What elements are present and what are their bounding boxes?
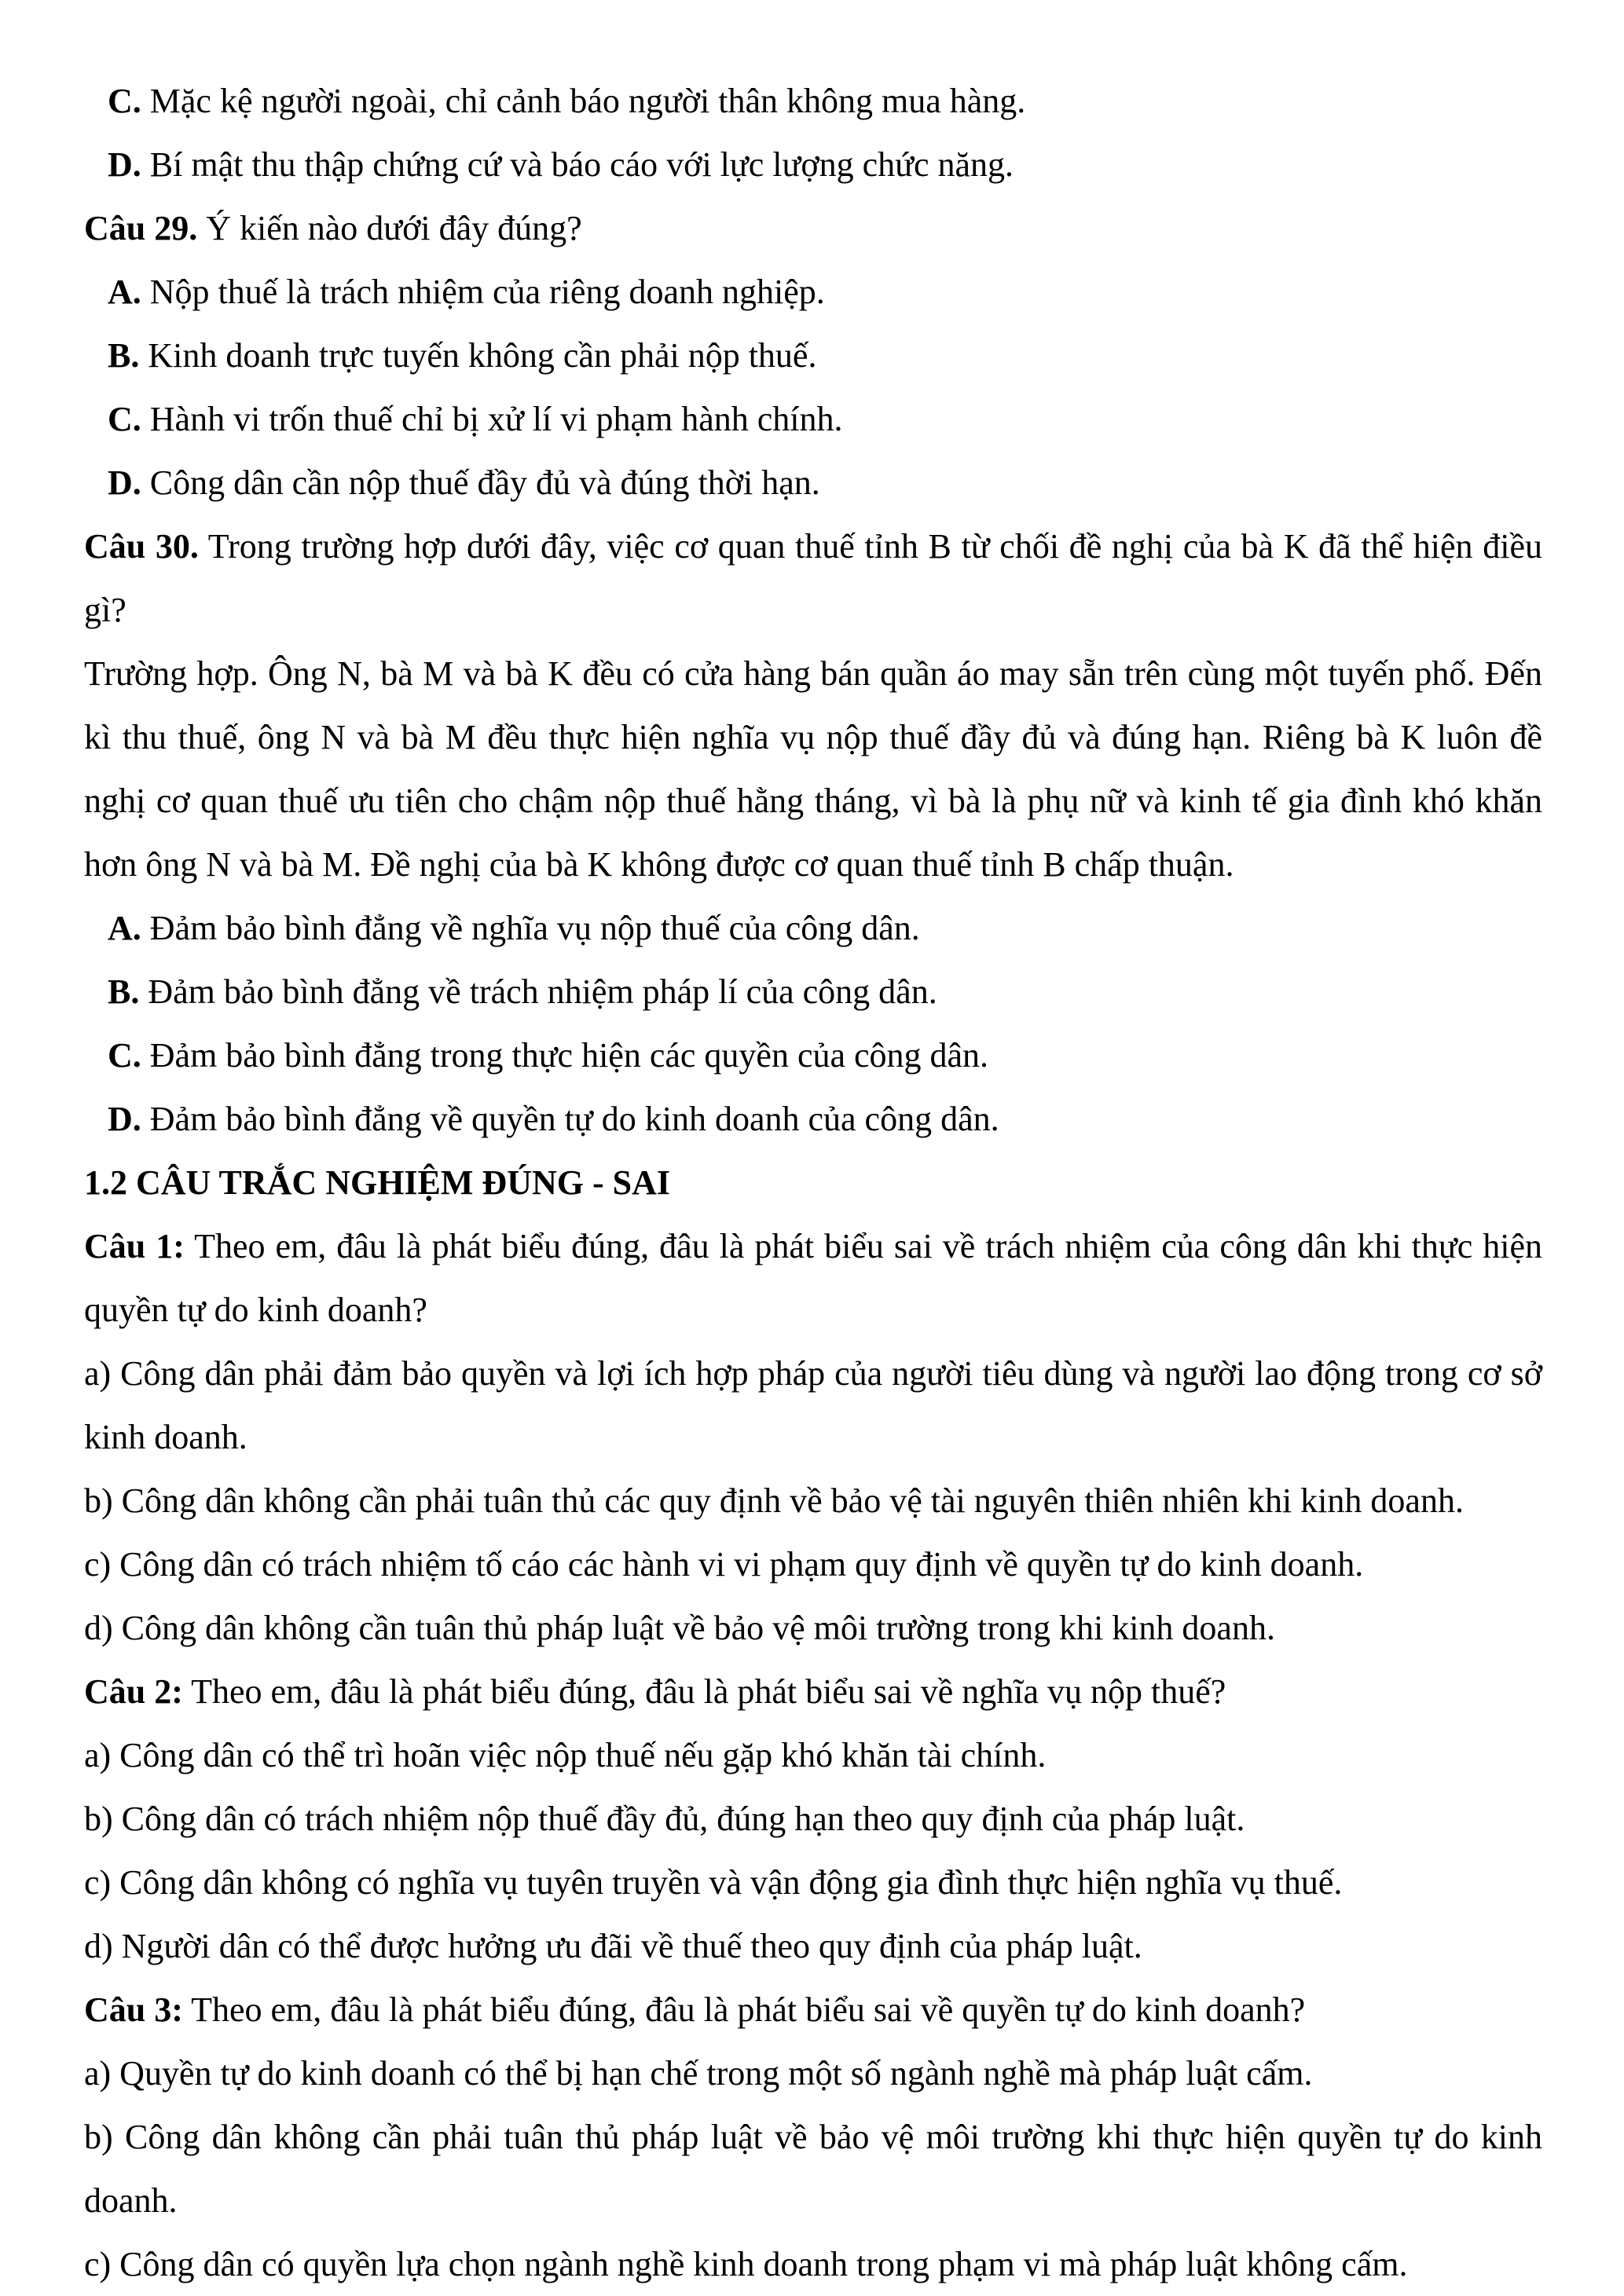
statement-item bbox=[84, 1596, 1542, 1660]
paragraph-text: a) Quyền tự do kinh doanh có thể bị hạn chế trong một số ngành nghề mà pháp luật cấm. bbox=[84, 2054, 1313, 2093]
paragraph-text: Theo em, đâu là phát biểu đúng, đâu là phát biểu sai về nghĩa vụ nộp thuế? bbox=[191, 1672, 1226, 1711]
paragraph-text: Theo em, đâu là phát biểu đúng, đâu là phát biểu sai về trách nhiệm của công dân khi thực hiện quyền tự do kinh doanh? bbox=[84, 1227, 1542, 1329]
statement-item bbox=[84, 1914, 1542, 1978]
bold-prefix: D. bbox=[108, 1100, 141, 1138]
paragraph-text: Mặc kệ người ngoài, chỉ cảnh báo người thân không mua hàng. bbox=[149, 82, 1026, 120]
paragraph-text: Trường hợp. Ông N, bà M và bà K đều có cửa hàng bán quần áo may sẵn trên cùng một tuyến phố. Đến kì thu thuế, ông N và bà M đều thực hiện nghĩa vụ nộp thuế đầy đủ và đúng hạn. Riêng bà K luôn đề nghị cơ quan thuế ưu tiên cho chậm nộp thuế hằng tháng, vì bà là phụ nữ và kinh tế gia đình khó khăn hơn ông N và bà M. Đề nghị của bà K không được cơ quan thuế tỉnh B chấp thuận. bbox=[84, 654, 1542, 884]
statement-item bbox=[84, 2041, 1542, 2105]
case-paragraph bbox=[84, 642, 1542, 896]
answer-option bbox=[84, 387, 1542, 451]
paragraph-text: 1.2 CÂU TRẮC NGHIỆM ĐÚNG - SAI bbox=[84, 1163, 671, 1202]
paragraph-text: a) Công dân phải đảm bảo quyền và lợi ích hợp pháp của người tiêu dùng và người lao động trong cơ sở kinh doanh. bbox=[84, 1354, 1542, 1456]
paragraph-text: Kinh doanh trực tuyến không cần phải nộp thuế. bbox=[148, 336, 817, 375]
answer-option bbox=[84, 896, 1542, 960]
bold-prefix: B. bbox=[108, 972, 140, 1011]
paragraph-text: Ý kiến nào dưới đây đúng? bbox=[206, 209, 582, 247]
question-paragraph bbox=[84, 514, 1542, 642]
statement-item bbox=[84, 2105, 1542, 2232]
bold-prefix: Câu 1: bbox=[84, 1227, 185, 1265]
paragraph-text: Bí mật thu thập chứng cứ và báo cáo với lực lượng chức năng. bbox=[149, 145, 1014, 184]
paragraph-text: Đảm bảo bình đẳng trong thực hiện các quyền của công dân. bbox=[149, 1036, 989, 1075]
paragraph-text: Đảm bảo bình đẳng về nghĩa vụ nộp thuế của công dân. bbox=[149, 909, 920, 947]
answer-option bbox=[84, 960, 1542, 1023]
bold-prefix: B. bbox=[108, 336, 140, 375]
paragraph-text: Đảm bảo bình đẳng về trách nhiệm pháp lí của công dân. bbox=[148, 972, 937, 1011]
paragraph-text: b) Công dân không cần phải tuân thủ các quy định về bảo vệ tài nguyên thiên nhiên khi kinh doanh. bbox=[84, 1481, 1464, 1520]
question-paragraph bbox=[84, 1978, 1542, 2041]
question-paragraph bbox=[84, 1660, 1542, 1723]
paragraph-text: b) Công dân có trách nhiệm nộp thuế đầy đủ, đúng hạn theo quy định của pháp luật. bbox=[84, 1800, 1245, 1838]
paragraph-text: Theo em, đâu là phát biểu đúng, đâu là phát biểu sai về quyền tự do kinh doanh? bbox=[191, 1990, 1306, 2029]
bold-prefix: C. bbox=[108, 82, 141, 120]
answer-option bbox=[84, 451, 1542, 514]
statement-item bbox=[84, 1342, 1542, 1469]
answer-option bbox=[84, 69, 1542, 133]
answer-option bbox=[84, 1087, 1542, 1151]
bold-prefix: Câu 2: bbox=[84, 1672, 183, 1711]
paragraph-text: b) Công dân không cần phải tuân thủ pháp luật về bảo vệ môi trường khi thực hiện quyền tự do kinh doanh. bbox=[84, 2118, 1542, 2220]
statement-item bbox=[84, 1787, 1542, 1851]
bold-prefix: C. bbox=[108, 400, 141, 438]
statement-item bbox=[84, 1469, 1542, 1532]
answer-option bbox=[84, 324, 1542, 387]
paragraph-text: a) Công dân có thể trì hoãn việc nộp thuế nếu gặp khó khăn tài chính. bbox=[84, 1736, 1047, 1774]
paragraph-text: Hành vi trốn thuế chỉ bị xử lí vi phạm hành chính. bbox=[149, 400, 843, 438]
paragraph-text: Đảm bảo bình đẳng về quyền tự do kinh doanh của công dân. bbox=[149, 1100, 999, 1138]
paragraph-text: c) Công dân có trách nhiệm tố cáo các hành vi vi phạm quy định về quyền tự do kinh doanh. bbox=[84, 1545, 1364, 1584]
paragraph-text: c) Công dân có quyền lựa chọn ngành nghề kinh doanh trong phạm vi mà pháp luật không cấm. bbox=[84, 2245, 1408, 2283]
statement-item bbox=[84, 1723, 1542, 1787]
answer-option bbox=[84, 133, 1542, 196]
question-paragraph bbox=[84, 196, 1542, 260]
bold-prefix: A. bbox=[108, 909, 141, 947]
bold-prefix: D. bbox=[108, 145, 141, 184]
bold-prefix: A. bbox=[108, 273, 141, 311]
section-heading bbox=[84, 1151, 1542, 1214]
paragraph-text: Công dân cần nộp thuế đầy đủ và đúng thời hạn. bbox=[149, 463, 820, 502]
answer-option bbox=[84, 260, 1542, 324]
bold-prefix: Câu 3: bbox=[84, 1990, 183, 2029]
paragraph-text: d) Người dân có thể được hưởng ưu đãi về thuế theo quy định của pháp luật. bbox=[84, 1927, 1142, 1965]
question-paragraph bbox=[84, 1214, 1542, 1342]
paragraph-text: c) Công dân không có nghĩa vụ tuyên truyền và vận động gia đình thực hiện nghĩa vụ thuế. bbox=[84, 1863, 1343, 1902]
statement-item bbox=[84, 1851, 1542, 1914]
statement-item bbox=[84, 2232, 1542, 2296]
bold-prefix: C. bbox=[108, 1036, 141, 1075]
paragraph-text: Trong trường hợp dưới đây, việc cơ quan thuế tỉnh B từ chối đề nghị của bà K đã thể hiện điều gì? bbox=[84, 527, 1542, 629]
answer-option bbox=[84, 1023, 1542, 1087]
paragraph-text: d) Công dân không cần tuân thủ pháp luật về bảo vệ môi trường trong khi kinh doanh. bbox=[84, 1609, 1275, 1647]
bold-prefix: Câu 30. bbox=[84, 527, 199, 566]
paragraph-text: Nộp thuế là trách nhiệm của riêng doanh nghiệp. bbox=[149, 273, 825, 311]
bold-prefix: D. bbox=[108, 463, 141, 502]
document-content bbox=[84, 69, 1542, 2296]
bold-prefix: Câu 29. bbox=[84, 209, 198, 247]
statement-item bbox=[84, 1532, 1542, 1596]
